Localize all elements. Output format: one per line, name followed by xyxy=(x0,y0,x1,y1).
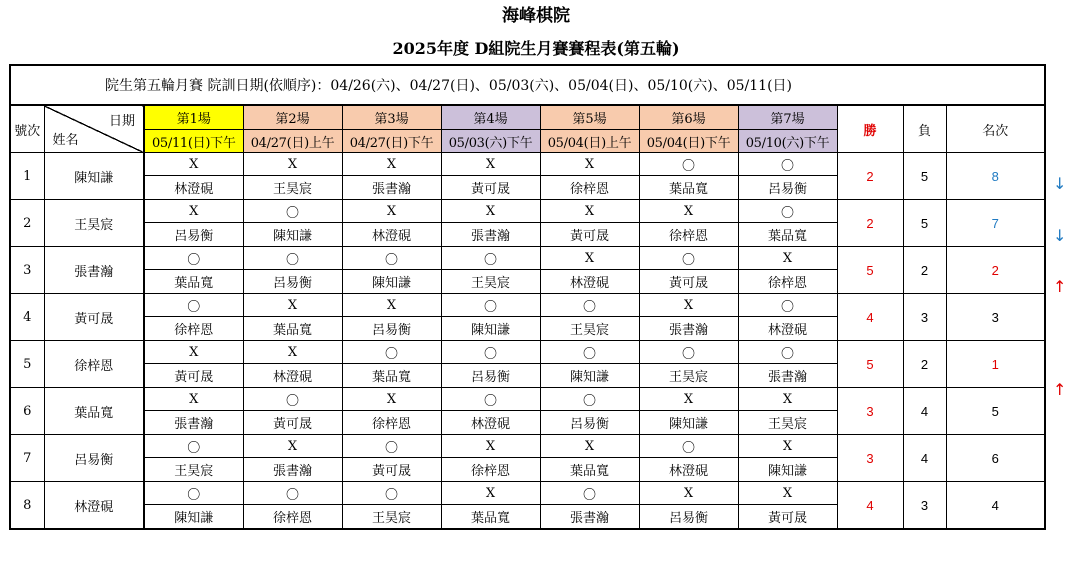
match-result: 〇 xyxy=(738,153,837,176)
match-result: X xyxy=(639,294,738,317)
col-header-name: 姓名 xyxy=(52,133,79,148)
match-opponent: 黃可晟 xyxy=(639,270,738,294)
match-result: 〇 xyxy=(738,200,837,223)
match-result: X xyxy=(441,435,540,458)
rank-value: 6 xyxy=(946,435,1045,482)
match-opponent: 王昊宸 xyxy=(342,505,441,530)
match-opponent: 葉品寬 xyxy=(540,458,639,482)
match-opponent: 黃可晟 xyxy=(441,176,540,200)
match-result: X xyxy=(144,341,243,364)
match-opponent: 陳知謙 xyxy=(540,364,639,388)
match-opponent: 黃可晟 xyxy=(144,364,243,388)
player-no: 3 xyxy=(10,247,44,294)
match-result: X xyxy=(243,294,342,317)
player-name: 徐梓恩 xyxy=(44,341,144,388)
player-no: 2 xyxy=(10,200,44,247)
match-result: X xyxy=(540,200,639,223)
round-date-3: 04/27(日)下午 xyxy=(342,130,441,153)
loss-count: 5 xyxy=(903,200,946,247)
match-opponent: 葉品寬 xyxy=(639,176,738,200)
match-opponent: 陳知謙 xyxy=(738,458,837,482)
loss-count: 5 xyxy=(903,153,946,200)
match-result: X xyxy=(144,388,243,411)
match-result: 〇 xyxy=(639,435,738,458)
match-opponent: 張書瀚 xyxy=(144,411,243,435)
match-opponent: 黃可晟 xyxy=(342,458,441,482)
match-result: X xyxy=(342,200,441,223)
player-no: 4 xyxy=(10,294,44,341)
match-result: 〇 xyxy=(639,153,738,176)
match-result: X xyxy=(144,200,243,223)
win-count: 4 xyxy=(837,482,903,530)
round-header-5: 第5場 xyxy=(540,105,639,130)
match-result: X xyxy=(738,482,837,505)
player-name: 王昊宸 xyxy=(44,200,144,247)
match-result: X xyxy=(639,388,738,411)
match-opponent: 呂易衡 xyxy=(441,364,540,388)
match-opponent: 王昊宸 xyxy=(441,270,540,294)
match-opponent: 林澄硯 xyxy=(144,176,243,200)
match-result: 〇 xyxy=(342,341,441,364)
match-result: X xyxy=(540,247,639,270)
round-header-2: 第2場 xyxy=(243,105,342,130)
table-row xyxy=(10,294,1045,317)
match-result: X xyxy=(342,153,441,176)
col-header-loss: 負 xyxy=(903,105,946,153)
match-opponent: 陳知謙 xyxy=(441,317,540,341)
match-result: X xyxy=(243,435,342,458)
rank-value: 1 xyxy=(946,341,1045,388)
win-count: 4 xyxy=(837,294,903,341)
round-date-2: 04/27(日)上午 xyxy=(243,130,342,153)
table-row xyxy=(10,482,1045,505)
match-opponent: 張書瀚 xyxy=(441,223,540,247)
match-opponent: 陳知謙 xyxy=(243,223,342,247)
player-name: 陳知謙 xyxy=(44,153,144,200)
page-title: 2025年度 D組院生月賽賽程表(第五輪) xyxy=(392,39,680,58)
match-result: 〇 xyxy=(639,247,738,270)
match-result: X xyxy=(342,388,441,411)
match-result: 〇 xyxy=(243,200,342,223)
match-opponent: 呂易衡 xyxy=(144,223,243,247)
loss-count: 4 xyxy=(903,388,946,435)
match-opponent: 徐梓恩 xyxy=(540,176,639,200)
match-opponent: 徐梓恩 xyxy=(441,458,540,482)
match-result: X xyxy=(540,153,639,176)
table-row xyxy=(10,153,1045,176)
match-result: 〇 xyxy=(540,388,639,411)
org-name: 海峰棋院 xyxy=(502,6,570,26)
round-date-6: 05/04(日)下午 xyxy=(639,130,738,153)
win-count: 3 xyxy=(837,435,903,482)
match-opponent: 徐梓恩 xyxy=(738,270,837,294)
player-name: 林澄硯 xyxy=(44,482,144,530)
player-name: 張書瀚 xyxy=(44,247,144,294)
match-result: X xyxy=(243,153,342,176)
match-result: 〇 xyxy=(441,341,540,364)
match-result: X xyxy=(441,482,540,505)
col-header-date-name xyxy=(44,105,144,153)
match-opponent: 張書瀚 xyxy=(342,176,441,200)
schedule-table xyxy=(9,64,1046,530)
rank-down-arrow-icon: ↓ xyxy=(1053,225,1067,245)
rank-value: 7 xyxy=(946,200,1045,247)
player-no: 7 xyxy=(10,435,44,482)
match-result: 〇 xyxy=(738,294,837,317)
win-count: 3 xyxy=(837,388,903,435)
match-opponent: 林澄硯 xyxy=(540,270,639,294)
match-result: 〇 xyxy=(540,294,639,317)
match-opponent: 王昊宸 xyxy=(540,317,639,341)
match-opponent: 王昊宸 xyxy=(738,411,837,435)
match-opponent: 黃可晟 xyxy=(243,411,342,435)
round-date-7: 05/10(六)下午 xyxy=(738,130,837,153)
win-count: 2 xyxy=(837,153,903,200)
table-row xyxy=(10,200,1045,223)
match-opponent: 張書瀚 xyxy=(540,505,639,530)
match-opponent: 呂易衡 xyxy=(639,505,738,530)
match-opponent: 呂易衡 xyxy=(342,317,441,341)
match-result: 〇 xyxy=(342,482,441,505)
match-result: 〇 xyxy=(243,388,342,411)
match-opponent: 葉品寬 xyxy=(243,317,342,341)
col-header-rank: 名次 xyxy=(946,105,1045,153)
match-opponent: 王昊宸 xyxy=(243,176,342,200)
match-opponent: 王昊宸 xyxy=(144,458,243,482)
rank-value: 5 xyxy=(946,388,1045,435)
loss-count: 3 xyxy=(903,482,946,530)
match-result: 〇 xyxy=(144,294,243,317)
match-opponent: 葉品寬 xyxy=(342,364,441,388)
match-result: 〇 xyxy=(243,247,342,270)
rank-value: 4 xyxy=(946,482,1045,530)
match-opponent: 徐梓恩 xyxy=(639,223,738,247)
match-result: 〇 xyxy=(441,247,540,270)
match-opponent: 王昊宸 xyxy=(639,364,738,388)
round-date-1: 05/11(日)下午 xyxy=(144,130,243,153)
match-result: 〇 xyxy=(441,294,540,317)
rank-value: 3 xyxy=(946,294,1045,341)
match-result: X xyxy=(243,341,342,364)
match-result: X xyxy=(738,388,837,411)
loss-count: 2 xyxy=(903,341,946,388)
match-result: 〇 xyxy=(738,341,837,364)
match-result: X xyxy=(441,200,540,223)
player-no: 1 xyxy=(10,153,44,200)
match-result: X xyxy=(441,153,540,176)
col-header-date: 日期 xyxy=(108,114,135,129)
match-opponent: 林澄硯 xyxy=(243,364,342,388)
round-header-6: 第6場 xyxy=(639,105,738,130)
loss-count: 3 xyxy=(903,294,946,341)
round-header-1: 第1場 xyxy=(144,105,243,130)
win-count: 2 xyxy=(837,200,903,247)
match-result: X xyxy=(738,435,837,458)
match-opponent: 葉品寬 xyxy=(144,270,243,294)
match-result: 〇 xyxy=(144,482,243,505)
match-opponent: 陳知謙 xyxy=(342,270,441,294)
player-no: 5 xyxy=(10,341,44,388)
player-name: 呂易衡 xyxy=(44,435,144,482)
match-result: X xyxy=(342,294,441,317)
match-opponent: 陳知謙 xyxy=(639,411,738,435)
win-count: 5 xyxy=(837,341,903,388)
training-dates-header: 院生第五輪月賽 院訓日期(依順序)：04/26(六)、04/27(日)、05/03(六)、05/04(日)、05/10(六)、05/11(日) xyxy=(10,65,1045,105)
match-opponent: 張書瀚 xyxy=(243,458,342,482)
match-result: 〇 xyxy=(441,388,540,411)
loss-count: 4 xyxy=(903,435,946,482)
match-result: 〇 xyxy=(639,341,738,364)
rank-down-arrow-icon: ↓ xyxy=(1053,174,1067,193)
match-result: X xyxy=(144,153,243,176)
match-result: 〇 xyxy=(243,482,342,505)
player-name: 黃可晟 xyxy=(44,294,144,341)
player-no: 6 xyxy=(10,388,44,435)
match-opponent: 張書瀚 xyxy=(738,364,837,388)
player-name: 葉品寬 xyxy=(44,388,144,435)
round-date-4: 05/03(六)下午 xyxy=(441,130,540,153)
match-result: 〇 xyxy=(144,247,243,270)
match-result: 〇 xyxy=(144,435,243,458)
col-header-no: 號次 xyxy=(10,105,44,153)
round-date-5: 05/04(日)上午 xyxy=(540,130,639,153)
match-result: X xyxy=(738,247,837,270)
match-opponent: 黃可晟 xyxy=(540,223,639,247)
table-row xyxy=(10,388,1045,411)
match-opponent: 張書瀚 xyxy=(639,317,738,341)
match-opponent: 徐梓恩 xyxy=(144,317,243,341)
match-opponent: 葉品寬 xyxy=(738,223,837,247)
rank-up-arrow-icon: ↑ xyxy=(1053,277,1067,296)
match-result: X xyxy=(639,200,738,223)
match-opponent: 徐梓恩 xyxy=(342,411,441,435)
match-result: X xyxy=(639,482,738,505)
match-opponent: 徐梓恩 xyxy=(243,505,342,530)
win-count: 5 xyxy=(837,247,903,294)
match-opponent: 呂易衡 xyxy=(738,176,837,200)
match-opponent: 黃可晟 xyxy=(738,505,837,530)
match-opponent: 葉品寬 xyxy=(441,505,540,530)
table-row xyxy=(10,435,1045,458)
match-result: 〇 xyxy=(342,435,441,458)
match-opponent: 林澄硯 xyxy=(639,458,738,482)
match-result: 〇 xyxy=(540,482,639,505)
match-opponent: 林澄硯 xyxy=(342,223,441,247)
match-result: 〇 xyxy=(540,341,639,364)
match-opponent: 陳知謙 xyxy=(144,505,243,530)
round-header-3: 第3場 xyxy=(342,105,441,130)
match-opponent: 林澄硯 xyxy=(441,411,540,435)
match-opponent: 呂易衡 xyxy=(540,411,639,435)
player-no: 8 xyxy=(10,482,44,530)
rank-value: 8 xyxy=(946,153,1045,200)
match-opponent: 呂易衡 xyxy=(243,270,342,294)
match-result: X xyxy=(540,435,639,458)
match-opponent: 林澄硯 xyxy=(738,317,837,341)
table-row xyxy=(10,247,1045,270)
round-header-7: 第7場 xyxy=(738,105,837,130)
loss-count: 2 xyxy=(903,247,946,294)
match-result: 〇 xyxy=(342,247,441,270)
rank-up-arrow-icon: ↑ xyxy=(1053,380,1067,399)
round-header-4: 第4場 xyxy=(441,105,540,130)
rank-value: 2 xyxy=(946,247,1045,294)
col-header-win: 勝 xyxy=(837,105,903,153)
table-row xyxy=(10,341,1045,364)
